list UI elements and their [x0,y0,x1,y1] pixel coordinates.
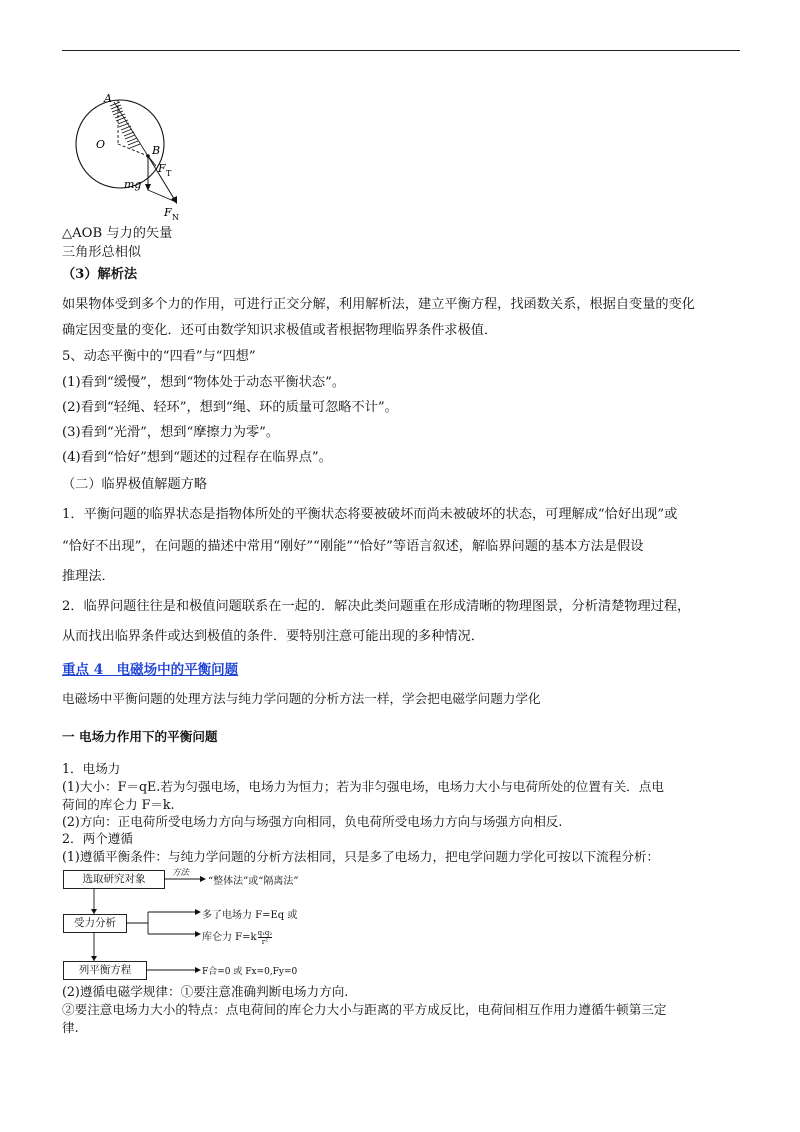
flow-result-2-line2 [202,928,272,946]
sub1-item2-title: 2．两个遵循 [62,831,133,846]
label-fn-sub: N [172,213,179,222]
flow-fraction [258,929,273,946]
section3-line2: 确定因变量的变化．还可由数学知识求极值或者根据物理临界条件求极值． [62,323,498,338]
label-mg: mg [124,178,142,191]
section3-line1: 如果物体受到多个力的作用，可进行正交分解，利用解析法，建立平衡方程，找函数关系，根据自变量的变化 [62,297,695,312]
label-b: B [152,144,161,157]
sub1-follow3-line2: 律. [62,1020,79,1035]
flow-box-equation: 列平衡方程 [63,961,147,980]
key4-heading: 重点 4 电磁场中的平衡问题 [62,662,239,678]
item5-line2: (2)看到“轻绳、轻环”，想到“绳、环的质量可忽略不计”。 [62,400,398,415]
sub1-follow2: (2)遵循电磁学规律：①要注意准确判断电场力方向. [62,984,349,999]
flow-result-1: “整体法”或“隔离法” [208,876,299,887]
part2-p1-line1: 1．平衡问题的临界状态是指物体所处的平衡状态将要被破坏而尚未被破坏的状态，可理解成“恰好出现”或 [62,507,678,522]
circle-force-diagram [60,92,230,228]
spring [110,102,148,156]
part2-p1-line3: 推理法． [62,569,115,584]
sub1-item1-title: 1．电场力 [62,761,121,776]
flow-arrow-label: 方法 [172,868,190,878]
sub1-size-line1: (1)大小：F＝qE.若为匀强电场，电场力为恒力；若为非匀强电场，电场力大小与电荷所处的位置有关．点电 [62,779,664,794]
figure-caption-line1: △AOB 与力的矢量 [62,226,173,241]
sub1-follow1: (1)遵循平衡条件：与纯力学问题的分析方法相同，只是多了电场力，把电学问题力学化可按以下流程分析： [62,849,660,864]
flow-coulomb-prefix: 库仑力 F=k [202,932,257,943]
part2-p2-line1: 2．临界问题往往是和极值问题联系在一起的．解决此类问题重在形成清晰的物理图景，分析清楚物理过程， [62,599,691,614]
section3-heading: （3）解析法 [62,267,138,282]
part2-heading: （二）临界极值解题方略 [62,477,208,492]
label-ft-sub: T [166,169,172,178]
circle-outline [76,100,164,188]
label-ft: F [158,162,166,175]
item5-line1: (1)看到“缓慢”，想到“物体处于动态平衡状态”。 [62,375,346,390]
sub1-heading: 一 电场力作用下的平衡问题 [62,729,218,744]
header-rule [62,50,740,51]
flow-result-3: F合=0 或 Fx=0,Fy=0 [202,967,298,977]
flowchart-arrows [60,866,210,986]
figure-caption-line2: 三角形总相似 [62,245,142,260]
item5-line3: (3)看到“光滑”，想到“摩擦力为零”。 [62,425,280,440]
item5-line4: (4)看到“恰好”想到“题述的过程存在临界点”。 [62,450,332,465]
radius-ob [118,144,148,156]
flow-result-2-line1: 多了电场力 F=Eq 或 [202,910,298,921]
flow-frac-den: r² [261,938,268,946]
flow-box-select: 选取研究对象 [63,870,165,889]
part2-p2-line2: 从而找出临界条件或达到极值的条件．要特别注意可能出现的多种情况． [62,629,484,644]
label-o: O [96,138,106,151]
key4-intro: 电磁场中平衡问题的处理方法与纯力学问题的分析方法一样，学会把电磁学问题力学化 [62,691,541,706]
sub1-size-line2: 荷间的库仑力 F＝k. [62,797,175,812]
item5-title: 5、动态平衡中的“四看”与“四想” [62,349,256,364]
flow-frac-num: q₁q₂ [257,929,273,937]
label-a: A [104,92,112,105]
sub1-direction: (2)方向：正电荷所受电场力方向与场强方向相同，负电荷所受电场力方向与场强方向相反. [62,814,563,829]
flow-box-force: 受力分析 [63,914,127,933]
part2-p1-line2: “恰好不出现”，在问题的描述中常用“刚好”“刚能”“恰好”等语言叙述，解临界问题的基本方法是假设 [62,539,644,554]
sub1-follow3-line1: ②要注意电场力大小的特点：点电荷间的库仑力大小与距离的平方成反比，电荷间相互作用力遵循牛顿第三定 [62,1002,667,1017]
label-fn: F [164,206,172,219]
